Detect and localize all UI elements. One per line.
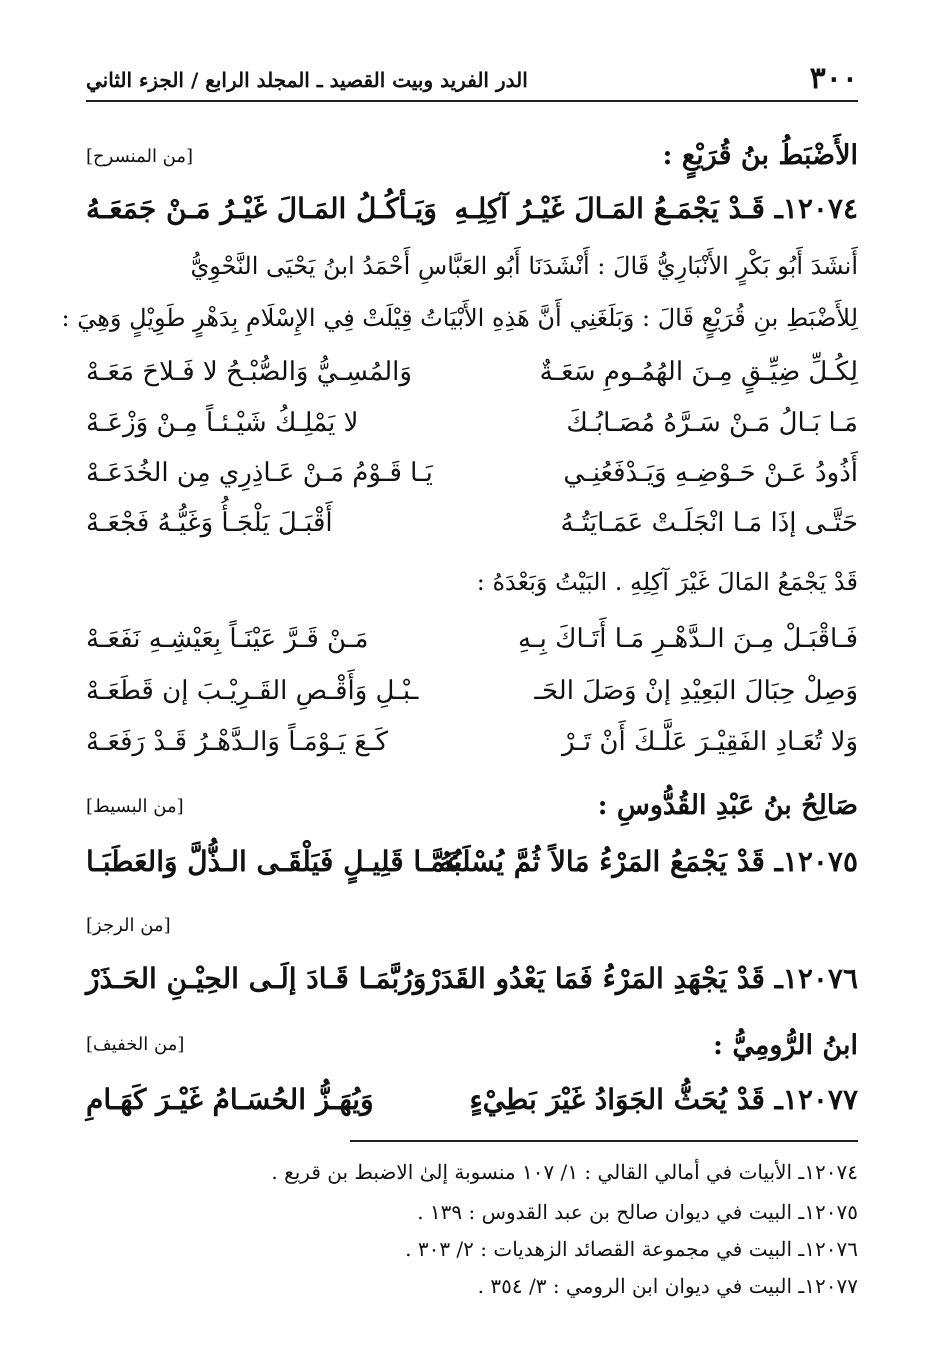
footnote: ١٢٠٧٤ـ الأبيات في أمالي القالي : ١/ ١٠٧ منسوبة إلىٰ الاضبط بن قريع . <box>271 1160 858 1184</box>
verse-second-half: عَمَّـا قَلِيـلٍ فَيَلْقَـى الـذُّلَّ وَالعَطَبَـا <box>86 845 463 878</box>
verse-second-half: كَـعَ يَـوْمَـاً وَالـدَّهْـرُ قَـدْ رَفَعَـهْ <box>86 727 389 757</box>
poet-heading: صَالِحُ بنُ عَبْدِ القُدُّوسِ : <box>597 790 858 821</box>
verse-second-half: لا يَمْلِـكُ شَيْـئـاً مِـنْ وَزْعَـهْ <box>86 408 359 438</box>
verse-first-half: ١٢٠٧٥ـ قَدْ يَجْمَعُ المَرْءُ مَالاً ثُمَّ يُسْلَبُهُ <box>438 845 858 878</box>
verse-first-half: لِكُـلِّ ضِيِّـقٍ مِـنَ الهُمُـومِ سَعَـةٌ <box>539 357 858 387</box>
verse-first-half: وَصِلْ حِبَالَ البَعِيْدِ إنْ وَصَلَ الحَـ <box>534 676 858 706</box>
prose-line: قَدْ يَجْمَعُ المَالَ غَيْرَ آكِلِهِ . البَيْتُ وَبَعْدَهُ : <box>476 568 858 596</box>
running-header <box>86 56 858 102</box>
meter-label: [من المنسرح] <box>86 146 194 167</box>
verse-second-half: وَرُبَّمَـا قَـادَ إلَـى الحِيْـنِ الحَـذَرْ <box>86 962 427 995</box>
verse-first-half: حَتَّـى إذَا مَـا انْجَلَـتْ عَمَـايَتُـهُ <box>560 508 858 538</box>
verse-first-half: ١٢٠٧٤ـ قَـدْ يَجْمَـعُ المَـالَ غَيْـرُ آكِلِـهِ <box>454 192 858 225</box>
verse-first-half: ١٢٠٧٦ـ قَدْ يَجْهَدِ المَرْءُ فَمَا يَعْدُو القَدَرْ <box>427 962 858 995</box>
page-number: ٣٠٠ <box>809 61 858 96</box>
running-title: الدر الفريد وبيت القصيد ـ المجلد الرابع / الجزء الثاني <box>86 68 528 92</box>
verse-second-half: مَـنْ قَـرَّ عَيْنَـاً بِعَيْشِـهِ نَفَعَـهْ <box>86 624 369 654</box>
poet-heading: ابنُ الرُّومِيُّ : <box>713 1030 858 1061</box>
footnote-divider <box>350 1140 858 1142</box>
footnote: ١٢٠٧٧ـ البيت في ديوان ابن الرومي : ٣/ ٣٥٤ . <box>477 1274 858 1298</box>
meter-label: [من البسيط] <box>86 796 184 817</box>
verse-first-half: وَلا تُعَـادِ الفَقِيْـرَ عَلَّـكَ أَنْ تَـرْ <box>561 727 858 757</box>
footnote: ١٢٠٧٦ـ البيت في مجموعة القصائد الزهديات : ٢/ ٣٠٣ . <box>405 1237 858 1261</box>
verse-first-half: ١٢٠٧٧ـ قَدْ يُحَثُّ الجَوَادُ غَيْرَ بَطِيْءٍ <box>469 1083 858 1116</box>
verse-second-half: يَـا قَـوْمُ مَـنْ عَـاذِرِي مِن الخُدَعَـهْ <box>86 458 433 488</box>
prose-line: لِلأَضْبَطِ بنِ قُرَيْعٍ قَالَ : وَبَلَغَنِي أَنَّ هَذِهِ الأَبْيَاتُ قِيْلَتْ فِي الإِسْلَامِ بِدَهْرٍ طَوِيْلٍ وَهِيَ : <box>61 304 858 332</box>
verse-first-half: أَذُودُ عَـنْ حَـوْضِـهِ وَيَـدْفَعُنِـي <box>563 458 858 488</box>
verse-first-half: فَـاقْبَـلْ مِـنَ الـدَّهْـرِ مَـا أَتَـاكَ بِـهِ <box>518 624 858 654</box>
verse-second-half: وَيَـأكُـلُ المَـالَ غَيْـرُ مَـنْ جَمَعَـهُ <box>86 192 437 225</box>
prose-line: أَنشَدَ أَبُو بَكْرٍ الأَنْبَارِيُّ قَالَ : أَنْشَدَنَا أَبُو العَبَّاسِ أَحْمَدُ ابنُ يَحْيَى النَّحْوِيُّ <box>190 252 858 280</box>
verse-second-half: وَالمُسِـيُّ وَالصُّبْـحُ لا فَـلاحَ مَعَـهْ <box>86 357 412 387</box>
verse-first-half: مَـا بَـالُ مَـنْ سَـرَّهُ مُصَـابُـكَ <box>566 408 858 438</box>
verse-second-half: ـبْـلِ وَأَقْـصِ القَـرِيْـبَ إن قَطَعَـهْ <box>86 676 419 706</box>
poet-heading: الأَضْبَطُ بنُ قُرَيْعٍ : <box>662 140 858 171</box>
meter-label: [من الرجز] <box>86 915 171 936</box>
verse-second-half: أَقْبَـلَ يَلْجَـأُ وَغَيُّـهُ فَجْعَـهْ <box>86 508 333 538</box>
meter-label: [من الخفيف] <box>86 1034 185 1055</box>
footnote: ١٢٠٧٥ـ البيت في ديوان صالح بن عبد القدوس : ١٣٩ . <box>417 1200 858 1224</box>
verse-second-half: وَيُهَـزُّ الحُسَـامُ غَيْـرَ كَهَـامِ <box>86 1083 374 1116</box>
